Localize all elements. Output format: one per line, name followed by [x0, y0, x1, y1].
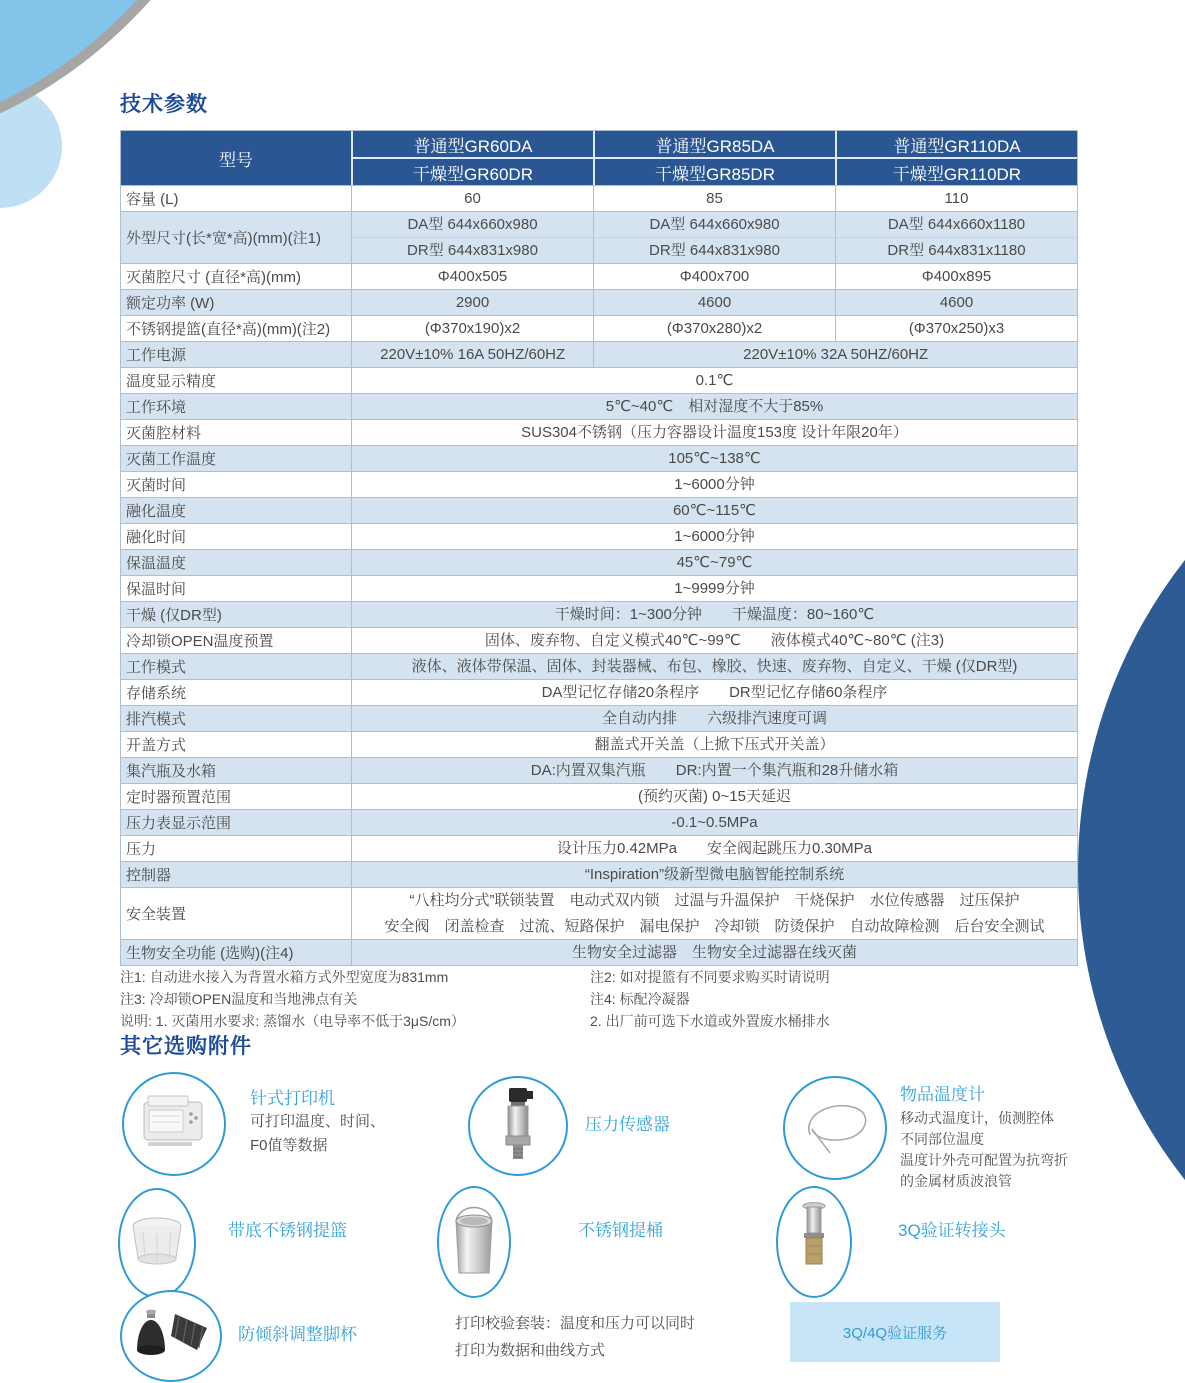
spec-row	[121, 757, 1077, 783]
spec-row-values	[351, 446, 1077, 471]
spec-value: 固体、废弃物、自定义模式40℃~99℃ 液体模式40℃~80℃ (注3)	[351, 628, 1077, 653]
spec-value: 设计压力0.42MPa 安全阀起跳压力0.30MPa	[351, 836, 1077, 861]
spec-row-label: 外型尺寸(长*宽*高)(mm)(注1)	[126, 230, 321, 247]
spec-row	[121, 523, 1077, 549]
spec-value: 干燥时间：1~300分钟 干燥温度：80~160℃	[351, 602, 1077, 627]
spec-row	[121, 939, 1077, 965]
spec-value: 60	[351, 186, 593, 211]
spec-row	[121, 601, 1077, 627]
note-line: 注1: 自动进水接入为背置水箱方式外型宽度为831mm	[120, 969, 449, 985]
spec-row-values	[351, 602, 1077, 627]
spec-row	[121, 393, 1077, 419]
spec-value: 60℃~115℃	[351, 498, 1077, 523]
spec-row	[121, 263, 1077, 289]
spec-row-label: 集汽瓶及水箱	[126, 763, 217, 780]
spec-value: 105℃~138℃	[351, 446, 1077, 471]
accessory-name: 带底不锈钢提篮	[228, 1221, 347, 1240]
spec-row-label: 开盖方式	[126, 737, 187, 754]
accessory-name: 防倾斜调整脚杯	[238, 1325, 357, 1344]
spec-row	[121, 211, 1077, 263]
accessory-desc	[250, 1110, 385, 1158]
spec-row	[121, 887, 1077, 939]
accessory-circle-3q-adapter	[776, 1186, 852, 1298]
spec-row	[121, 679, 1077, 705]
spec-table-header	[121, 131, 1077, 185]
spec-value: “Inspiration”级新型微电脑智能控制系统	[351, 862, 1077, 887]
spec-value: DA型 644x660x1180	[835, 212, 1077, 237]
notes-left-column	[120, 966, 590, 1032]
spec-row-label: 生物安全功能 (选购)(注4)	[126, 945, 294, 962]
notes-right-column	[590, 966, 830, 1032]
spec-row-label: 控制器	[126, 867, 172, 884]
spec-value: 220V±10% 32A 50HZ/60HZ	[593, 342, 1077, 367]
spec-row	[121, 445, 1077, 471]
spec-value: 1~9999分钟	[351, 576, 1077, 601]
spec-row	[121, 653, 1077, 679]
spec-row-label: 融化时间	[126, 529, 187, 546]
spec-value: 2900	[351, 290, 593, 315]
spec-row	[121, 549, 1077, 575]
spec-value: (预约灭菌) 0~15天延迟	[351, 784, 1077, 809]
spec-subrow	[351, 212, 1077, 238]
accessory-desc-line: 打印为数据和曲线方式	[455, 1342, 606, 1359]
spec-row-label: 灭菌工作温度	[126, 451, 217, 468]
spec-value: 安全阀 闭盖检查 过流、短路保护 漏电保护 冷却锁 防烫保护 自动故障检测 后台安全测试	[351, 914, 1077, 940]
spec-row-label: 压力表显示范围	[126, 815, 232, 832]
spec-table-body	[121, 185, 1077, 965]
spec-value: 1~6000分钟	[351, 472, 1077, 497]
spec-row-values	[351, 524, 1077, 549]
3q4q-service-badge: 3Q/4Q验证服务	[790, 1302, 1000, 1362]
spec-row	[121, 471, 1077, 497]
spec-row-values	[351, 940, 1077, 965]
spec-row	[121, 861, 1077, 887]
accessory-desc-line: 温度计外壳可配置为抗弯折	[900, 1152, 1068, 1168]
spec-row-label: 干燥 (仅DR型)	[126, 607, 222, 624]
spec-row-values	[351, 784, 1077, 809]
spec-row-label: 融化温度	[126, 503, 187, 520]
spec-row-values	[351, 212, 1077, 263]
accessory-circle-basket	[118, 1188, 196, 1298]
printer-icon	[138, 1092, 210, 1157]
spec-row-values	[351, 550, 1077, 575]
spec-row	[121, 497, 1077, 523]
accessory-circle-pressure-sensor	[468, 1076, 568, 1176]
model-dr-header: 干燥型GR85DR	[595, 157, 835, 185]
spec-value: 5℃~40℃ 相对湿度不大于85%	[351, 394, 1077, 419]
accessory-desc-line: F0值等数据	[250, 1137, 328, 1154]
spec-row	[121, 367, 1077, 393]
3q-adapter-icon	[794, 1200, 834, 1285]
spec-row-values	[351, 862, 1077, 887]
print-calibration-text	[455, 1310, 695, 1364]
accessory-name: 物品温度计	[900, 1085, 985, 1104]
spec-row-label: 存储系统	[126, 685, 187, 702]
spec-row-values	[351, 836, 1077, 861]
spec-value: Φ400x700	[593, 264, 835, 289]
spec-row-values	[351, 186, 1077, 211]
model-da-header: 普通型GR110DA	[893, 136, 1021, 156]
spec-value: DR型 644x831x980	[351, 238, 593, 263]
accessory-desc-line: 的金属材质波浪管	[900, 1173, 1012, 1189]
spec-row-label: 安全装置	[126, 906, 187, 923]
spec-value: “八柱均分式”联锁装置 电动式双内锁 过温与升温保护 干烧保护 水位传感器 过压保护	[351, 888, 1077, 914]
accessory-circle-bucket	[437, 1186, 511, 1298]
accessory-desc-line: 可打印温度、时间、	[250, 1113, 386, 1130]
spec-value: 4600	[835, 290, 1077, 315]
page-title-accessories: 其它选购附件	[120, 1035, 252, 1058]
spec-value: 0.1℃	[351, 368, 1077, 393]
spec-row-label: 排汽模式	[126, 711, 187, 728]
spec-value: Φ400x895	[835, 264, 1077, 289]
spec-row-values	[351, 394, 1077, 419]
page-title-tech-params: 技术参数	[120, 93, 208, 116]
spec-row-values	[351, 888, 1077, 939]
spec-row-values	[351, 576, 1077, 601]
spec-table	[120, 130, 1078, 966]
spec-value: DA型记忆存储20条程序 DR型记忆存储60条程序	[351, 680, 1077, 705]
model-dr-header: 干燥型GR110DR	[837, 157, 1077, 185]
spec-value: 液体、液体带保温、固体、封装器械、布包、橡胶、快速、废弃物、自定义、干燥 (仅DR型)	[351, 654, 1077, 679]
spec-value: DA型 644x660x980	[351, 212, 593, 237]
spec-value: Φ400x505	[351, 264, 593, 289]
spec-row	[121, 705, 1077, 731]
spec-value: 生物安全过滤器 生物安全过滤器在线灭菌	[351, 940, 1077, 965]
spec-row-label: 灭菌时间	[126, 477, 187, 494]
spec-row-values	[351, 472, 1077, 497]
spec-value: 45℃~79℃	[351, 550, 1077, 575]
spec-row-values	[351, 628, 1077, 653]
spec-row-label: 压力	[126, 841, 157, 858]
spec-value: DA:内置双集汽瓶 DR:内置一个集汽瓶和28升储水箱	[351, 758, 1077, 783]
spec-row-label: 灭菌腔尺寸 (直径*高)(mm)	[126, 269, 301, 286]
foot-cup-icon	[131, 1306, 211, 1367]
spec-value: 翻盖式开关盖（上掀下压式开关盖）	[351, 732, 1077, 757]
spec-row	[121, 575, 1077, 601]
note-line: 注2: 如对提篮有不同要求购买时请说明	[590, 969, 830, 985]
spec-value: 220V±10% 16A 50HZ/60HZ	[351, 342, 593, 367]
thermometer-probe-icon	[796, 1091, 874, 1166]
spec-value: 1~6000分钟	[351, 524, 1077, 549]
spec-row-values	[351, 290, 1077, 315]
note-line: 注4: 标配冷凝器	[590, 991, 690, 1007]
spec-row-label: 工作模式	[126, 659, 187, 676]
spec-row-values	[351, 498, 1077, 523]
table-notes	[120, 966, 1080, 1032]
spec-value: DR型 644x831x980	[593, 238, 835, 263]
model-header-columns	[351, 131, 1077, 185]
spec-row	[121, 185, 1077, 211]
spec-row-label: 温度显示精度	[126, 373, 217, 390]
accessory-desc-line: 移动式温度计，侦测腔体	[900, 1110, 1054, 1126]
spec-value: (Φ370x280)x2	[593, 316, 835, 341]
spec-row-values	[351, 732, 1077, 757]
accessory-circle-thermometer	[783, 1076, 887, 1180]
spec-value: -0.1~0.5MPa	[351, 810, 1077, 835]
spec-row-values	[351, 810, 1077, 835]
accessory-circle-printer	[122, 1072, 226, 1176]
spec-row	[121, 731, 1077, 757]
steel-basket-icon	[129, 1212, 185, 1275]
steel-bucket-icon	[448, 1201, 500, 1284]
note-line: 说明: 1. 灭菌用水要求: 蒸馏水（电导率不低于3μS/cm）	[120, 1013, 465, 1029]
spec-value: (Φ370x190)x2	[351, 316, 593, 341]
model-column-header	[351, 131, 593, 185]
spec-row	[121, 315, 1077, 341]
spec-value: DA型 644x660x980	[593, 212, 835, 237]
spec-row	[121, 289, 1077, 315]
model-header-label: 型号	[219, 150, 253, 170]
spec-row-label: 工作电源	[126, 347, 187, 364]
note-line: 注3: 冷却锁OPEN温度和当地沸点有关	[120, 991, 358, 1007]
accessory-circle-foot-cup	[120, 1290, 222, 1382]
spec-row	[121, 419, 1077, 445]
spec-value: 85	[593, 186, 835, 211]
spec-row-label: 容量 (L)	[126, 191, 179, 208]
model-column-header	[593, 131, 835, 185]
spec-row-values	[351, 264, 1077, 289]
spec-row-label: 不锈钢提篮(直径*高)(mm)(注2)	[126, 321, 331, 338]
pressure-sensor-icon	[496, 1086, 540, 1167]
model-da-header: 普通型GR60DA	[413, 136, 533, 156]
spec-row-values	[351, 758, 1077, 783]
accessory-name: 针式打印机	[250, 1089, 335, 1108]
spec-row-label: 冷却锁OPEN温度预置	[126, 633, 274, 650]
spec-row-label: 定时器预置范围	[126, 789, 232, 806]
spec-row-values	[351, 368, 1077, 393]
spec-row-values	[351, 316, 1077, 341]
spec-row-values	[351, 654, 1077, 679]
spec-value: (Φ370x250)x3	[835, 316, 1077, 341]
spec-row-label: 保温时间	[126, 581, 187, 598]
spec-value: 全自动内排 六级排汽速度可调	[351, 706, 1077, 731]
spec-row-values	[351, 706, 1077, 731]
spec-row-label: 保温温度	[126, 555, 187, 572]
accessory-desc-line: 打印校验套装：温度和压力可以同时	[455, 1315, 696, 1332]
accessory-desc	[900, 1108, 1068, 1192]
model-column-header	[835, 131, 1077, 185]
accessory-name: 不锈钢提桶	[578, 1221, 663, 1240]
spec-value: SUS304不锈钢（压力容器设计温度153度 设计年限20年）	[351, 420, 1077, 445]
model-da-header: 普通型GR85DA	[655, 136, 775, 156]
spec-row-label: 灭菌腔材料	[126, 425, 202, 442]
spec-subrow	[351, 238, 1077, 263]
spec-row	[121, 341, 1077, 367]
spec-value: 110	[835, 186, 1077, 211]
accessory-desc-line: 不同部位温度	[900, 1131, 984, 1147]
spec-row	[121, 809, 1077, 835]
accessory-name: 压力传感器	[585, 1115, 670, 1134]
spec-row	[121, 627, 1077, 653]
spec-row-values	[351, 342, 1077, 367]
spec-row	[121, 783, 1077, 809]
note-line: 2. 出厂前可选下水道或外置废水桶排水	[590, 1013, 830, 1029]
model-dr-header: 干燥型GR60DR	[353, 157, 593, 185]
accessory-name: 3Q验证转接头	[898, 1221, 1006, 1240]
spec-value: 4600	[593, 290, 835, 315]
right-circle-decoration	[1078, 367, 1185, 1373]
spec-value: DR型 644x831x1180	[835, 238, 1077, 263]
spec-row-label: 额定功率 (W)	[126, 295, 215, 312]
spec-row-label: 工作环境	[126, 399, 187, 416]
spec-row-values	[351, 680, 1077, 705]
spec-row	[121, 835, 1077, 861]
spec-row-values	[351, 420, 1077, 445]
